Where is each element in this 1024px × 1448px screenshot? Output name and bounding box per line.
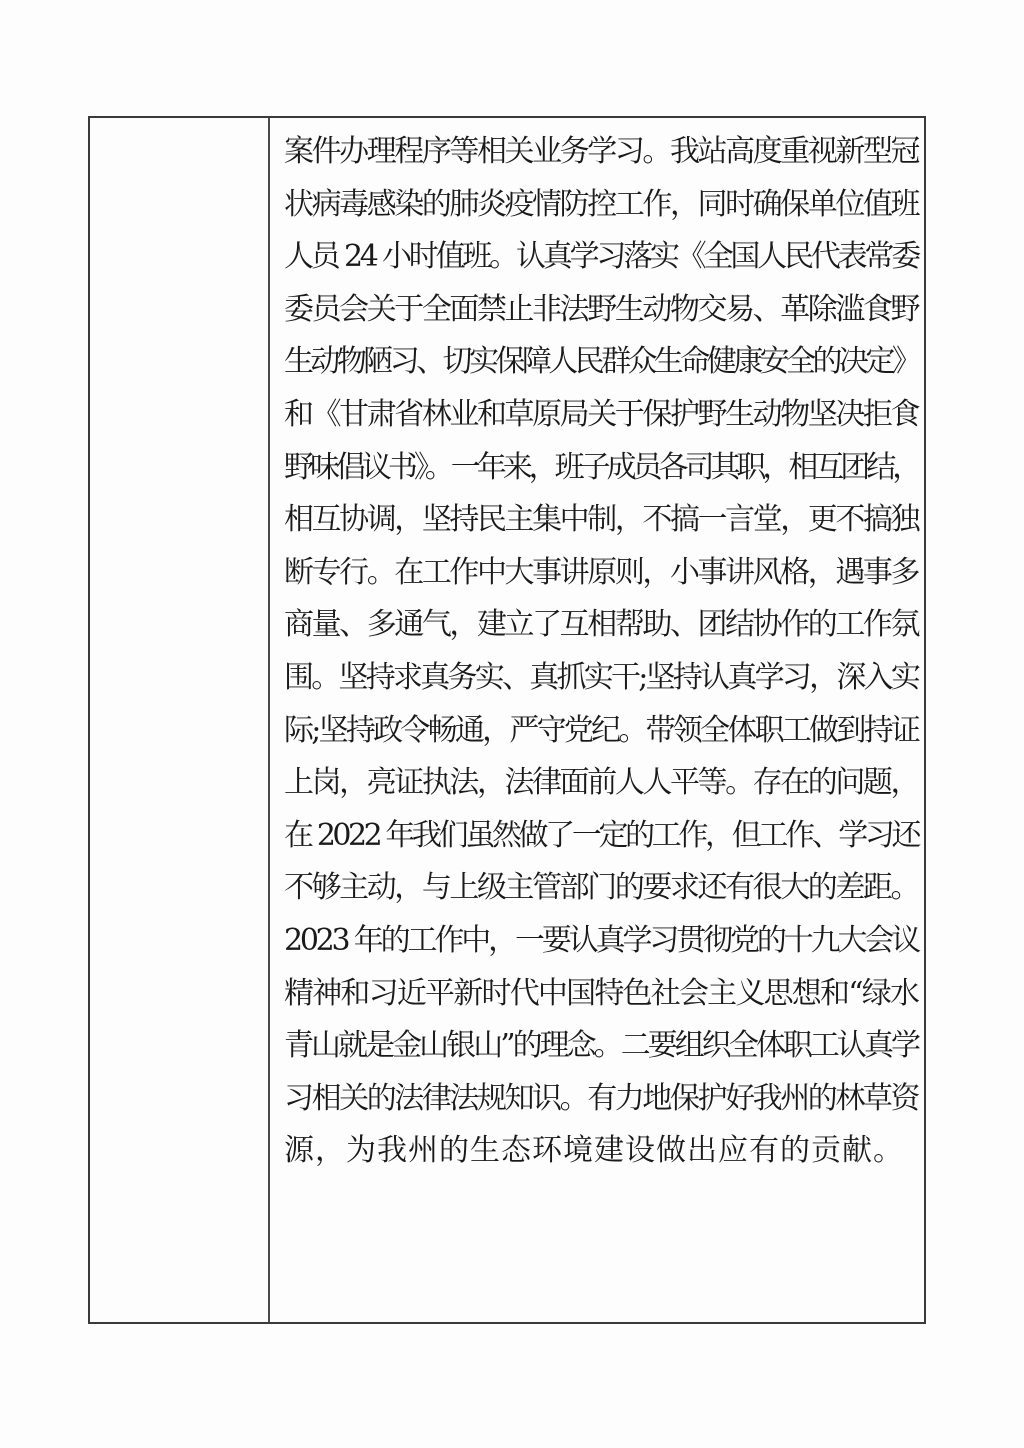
body-paragraph (284, 126, 918, 1178)
text-line: 际;坚持政令畅通，严守党纪。带领全体职工做到持证 (284, 712, 919, 748)
table-label-cell (90, 118, 270, 1322)
text-line: 在 2022 年我们虽然做了一定的工作，但工作、学习还 (284, 817, 918, 853)
text-line: 断专行。在工作中大事讲原则，小事讲风格，遇事多 (284, 554, 918, 590)
text-line: 生动物陋习、切实保障人民群众生命健康安全的决定》 (284, 344, 918, 380)
text-line: 精神和习近平新时代中国特色社会主义思想和“绿水 (284, 975, 918, 1011)
text-line: 人员 24 小时值班。认真学习落实《全国人民代表常委 (284, 239, 918, 275)
text-line: 相互协调，坚持民主集中制，不搞一言堂，更不搞独 (284, 502, 918, 538)
text-line: 和《甘肃省林业和草原局关于保护野生动物坚决拒食 (284, 396, 918, 432)
text-line: 习相关的法律法规知识。有力地保护好我州的林草资 (284, 1080, 918, 1116)
text-line: 围。坚持求真务实、真抓实干;坚持认真学习，深入实 (284, 659, 919, 695)
text-line: 商量、多通气，建立了互相帮助、团结协作的工作氛 (284, 607, 918, 643)
text-line: 状病毒感染的肺炎疫情防控工作，同时确保单位值班 (284, 186, 918, 222)
text-line: 野味倡议书》。一年来，班子成员各司其职，相互团结， (284, 449, 918, 485)
text-line: 上岗，亮证执法，法律面前人人平等。存在的问题， (284, 765, 918, 801)
text-line: 案件办理程序等相关业务学习。我站高度重视新型冠 (284, 134, 918, 169)
table-content-cell (270, 118, 924, 1322)
text-line: 青山就是金山银山”的理念。二要组织全体职工认真学 (284, 1028, 918, 1064)
form-table (88, 116, 926, 1324)
text-line: 2023 年的工作中，一要认真学习贯彻党的十九大会议 (284, 922, 918, 958)
text-line: 不够主动，与上级主管部门的要求还有很大的差距。 (284, 870, 918, 906)
text-line: 委员会关于全面禁止非法野生动物交易、革除滥食野 (284, 291, 918, 327)
text-line: 源，为我州的生态环境建设做出应有的贡献。 (284, 1133, 904, 1169)
